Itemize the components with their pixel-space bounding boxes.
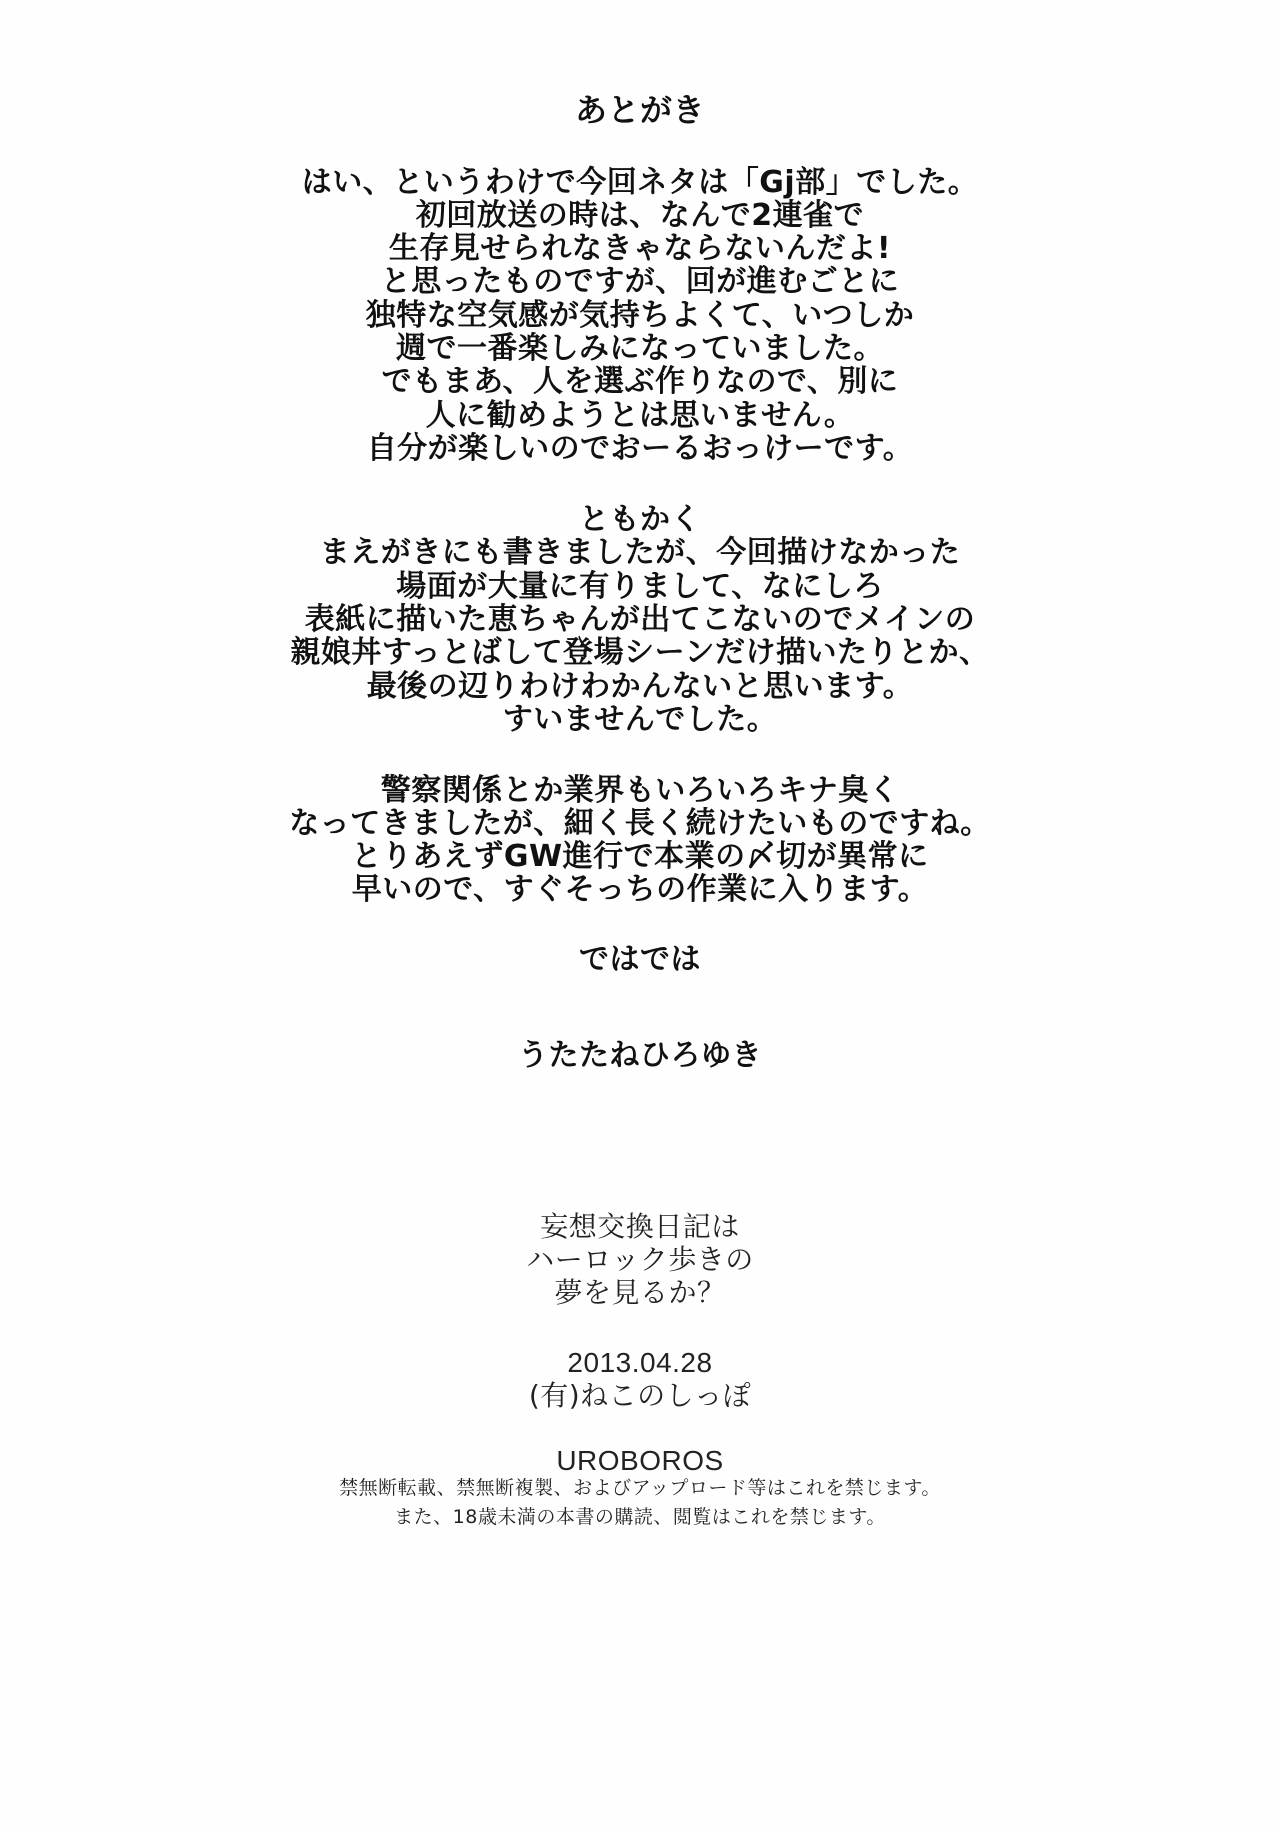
afterword-title: あとがき [574,91,705,129]
text-line: 独特な空気感が気持ちよくて、いつしか [365,298,915,333]
text-line: 生存見せられなきゃならないんだよ! [388,231,892,266]
text-line: 表紙に描いた恵ちゃんが出てこないのでメインの [304,602,976,637]
text-line: ともかく [579,502,701,537]
text-line: 警察関係とか業界もいろいろキナ臭く [380,773,900,808]
text-line: はい、というわけで今回ネタは「Gj部」でした。 [301,165,979,200]
closing-line: ではでは [579,942,701,977]
text-line: すいませんでした。 [502,702,778,737]
book-title-line: 夢を見るか？ [554,1276,726,1309]
text-line: 自分が楽しいのでおーるおっけーです。 [366,431,914,466]
author-signature: うたたねひろゆき [518,1038,762,1073]
text-line: 最後の辺りわけわかんないと思います。 [366,669,914,704]
text-line: とりあえずGW進行で本業の〆切が異常に [351,839,929,874]
text-line: まえがきにも書きましたが、今回描けなかった [319,535,961,570]
text-line: 早いので、すぐそっちの作業に入ります。 [351,872,929,907]
publisher-name: (有)ねこのしっぽ [528,1379,752,1412]
book-title-line: ハーロック歩きの [526,1243,754,1276]
publication-date: 2013.04.28 [567,1347,713,1378]
circle-name: UROBOROS [556,1445,724,1476]
text-line: 場面が大量に有りまして、なにしろ [396,569,884,604]
book-title-line: 妄想交換日記は [540,1210,740,1243]
notice-line: 禁無断転載、禁無断複製、およびアップロード等はこれを禁じます。 [339,1477,941,1499]
text-line: なってきましたが、細く長く続けたいものですね。 [289,806,991,841]
text-line: 週で一番楽しみになっていました。 [396,331,884,366]
notice-line: また、18歳未満の本書の購読、閲覧はこれを禁じます。 [394,1506,886,1528]
text-line: 初回放送の時は、なんで2連雀で [415,198,865,233]
text-line: 人に勧めようとは思いません。 [425,398,855,433]
text-line: 親娘丼すっとばして登場シーンだけ描いたりとか、 [290,635,990,670]
text-line: と思ったものですが、回が進むごとに [380,264,900,299]
text-line: でもまあ、人を選ぶ作りなので、別に [381,364,899,399]
